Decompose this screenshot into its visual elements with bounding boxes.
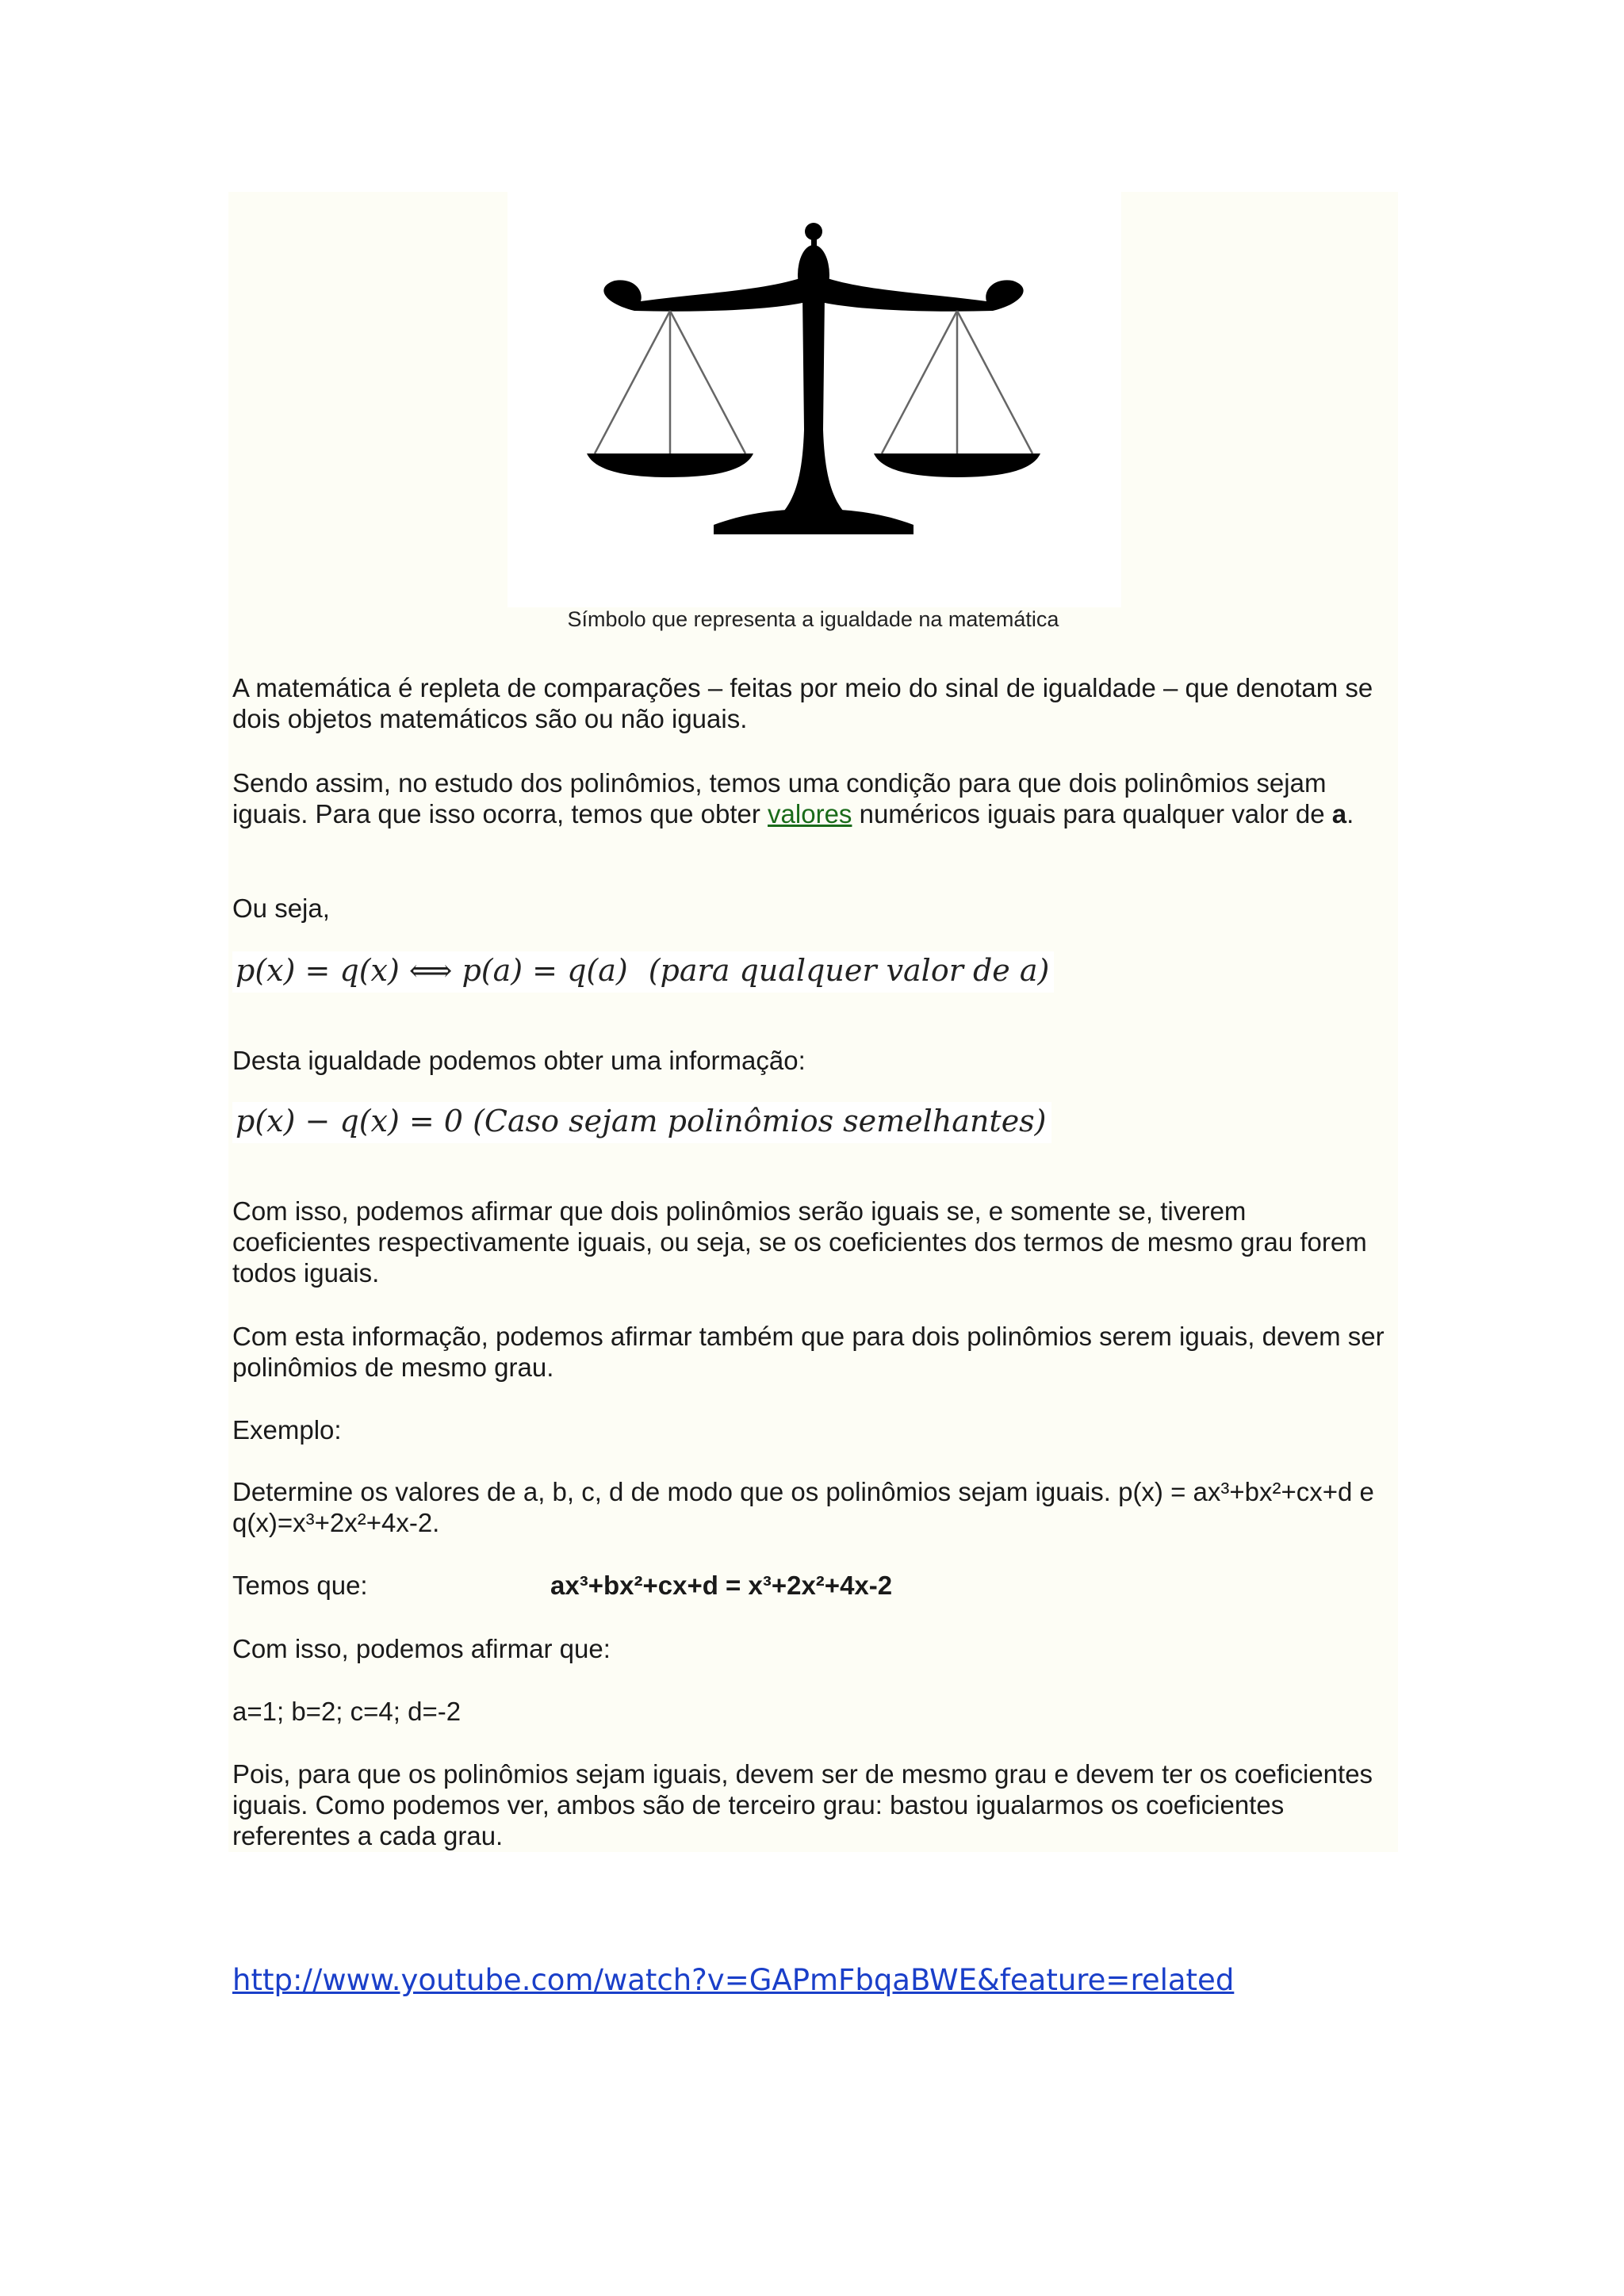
paragraph-condition [232,767,1390,829]
variable-a: a [1331,799,1347,828]
formula-difference-main: p(x) − q(x) = 0 [236,1104,463,1138]
paragraph-answer: a=1; b=2; c=4; d=-2 [232,1697,462,1726]
youtube-link[interactable]: http://www.youtube.com/watch?v=GAPmFbqaBWE&feature=related [232,1963,1235,1997]
paragraph-intro: A matemática é repleta de comparações – feitas por meio do sinal de igualdade – que denotam se dois objetos matemáticos são ou não iguais. [232,673,1373,733]
figure-caption: Símbolo que representa a igualdade na matemática [567,607,1059,631]
paragraph-ou-seja: Ou seja, [232,894,330,923]
formula-difference [232,1102,1051,1143]
temos-que-label: Temos que: [232,1571,368,1600]
paragraph-condition-end: . [1346,799,1354,828]
formula-difference-note: (Caso sejam polinômios semelhantes) [473,1104,1047,1138]
balance-scale-figure [508,192,1121,607]
paragraph-condition-text: Sendo assim, no estudo dos polinômios, temos uma condição para que dois polinômios sejam iguais. Para que isso ocorra, temos que obter [232,768,1327,828]
polynomial-equation: ax³+bx²+cx+d = x³+2x²+4x-2 [550,1571,893,1600]
paragraph-condition-text-2: numéricos iguais para qualquer valor de [852,799,1332,828]
formula-equality [232,951,1054,993]
paragraph-desta-igualdade: Desta igualdade podemos obter uma informação: [232,1046,806,1075]
balance-scale-icon [508,192,1121,607]
paragraph-mesmo-grau: Com esta informação, podemos afirmar também que para dois polinômios serem iguais, devem ser polinômios de mesmo grau. [232,1322,1385,1382]
paragraph-exemplo: Exemplo: [232,1415,342,1445]
paragraph-conclusion: Pois, para que os polinômios sejam iguais, devem ser de mesmo grau e devem ter os coeficientes iguais. Como podemos ver, ambos são de terceiro grau: bastou igualarmos os coeficientes referentes a cada grau. [232,1759,1373,1850]
paragraph-determine: Determine os valores de a, b, c, d de modo que os polinômios sejam iguais. p(x) = ax³+bx²+cx+d e q(x)=x³+2x²+4x-2. [232,1477,1374,1537]
paragraph-coeficientes: Com isso, podemos afirmar que dois polinômios serão iguais se, e somente se, tiverem coeficientes respectivamente iguais, ou seja, se os coeficientes dos termos de mesmo grau forem todos iguais. [232,1196,1367,1288]
valores-link[interactable]: valores [768,799,852,828]
paragraph-com-isso: Com isso, podemos afirmar que: [232,1634,611,1663]
formula-equality-main: p(x) = q(x) ⟺ p(a) = q(a) [236,953,628,988]
formula-equality-note: (para qualquer valor de a) [648,953,1050,988]
